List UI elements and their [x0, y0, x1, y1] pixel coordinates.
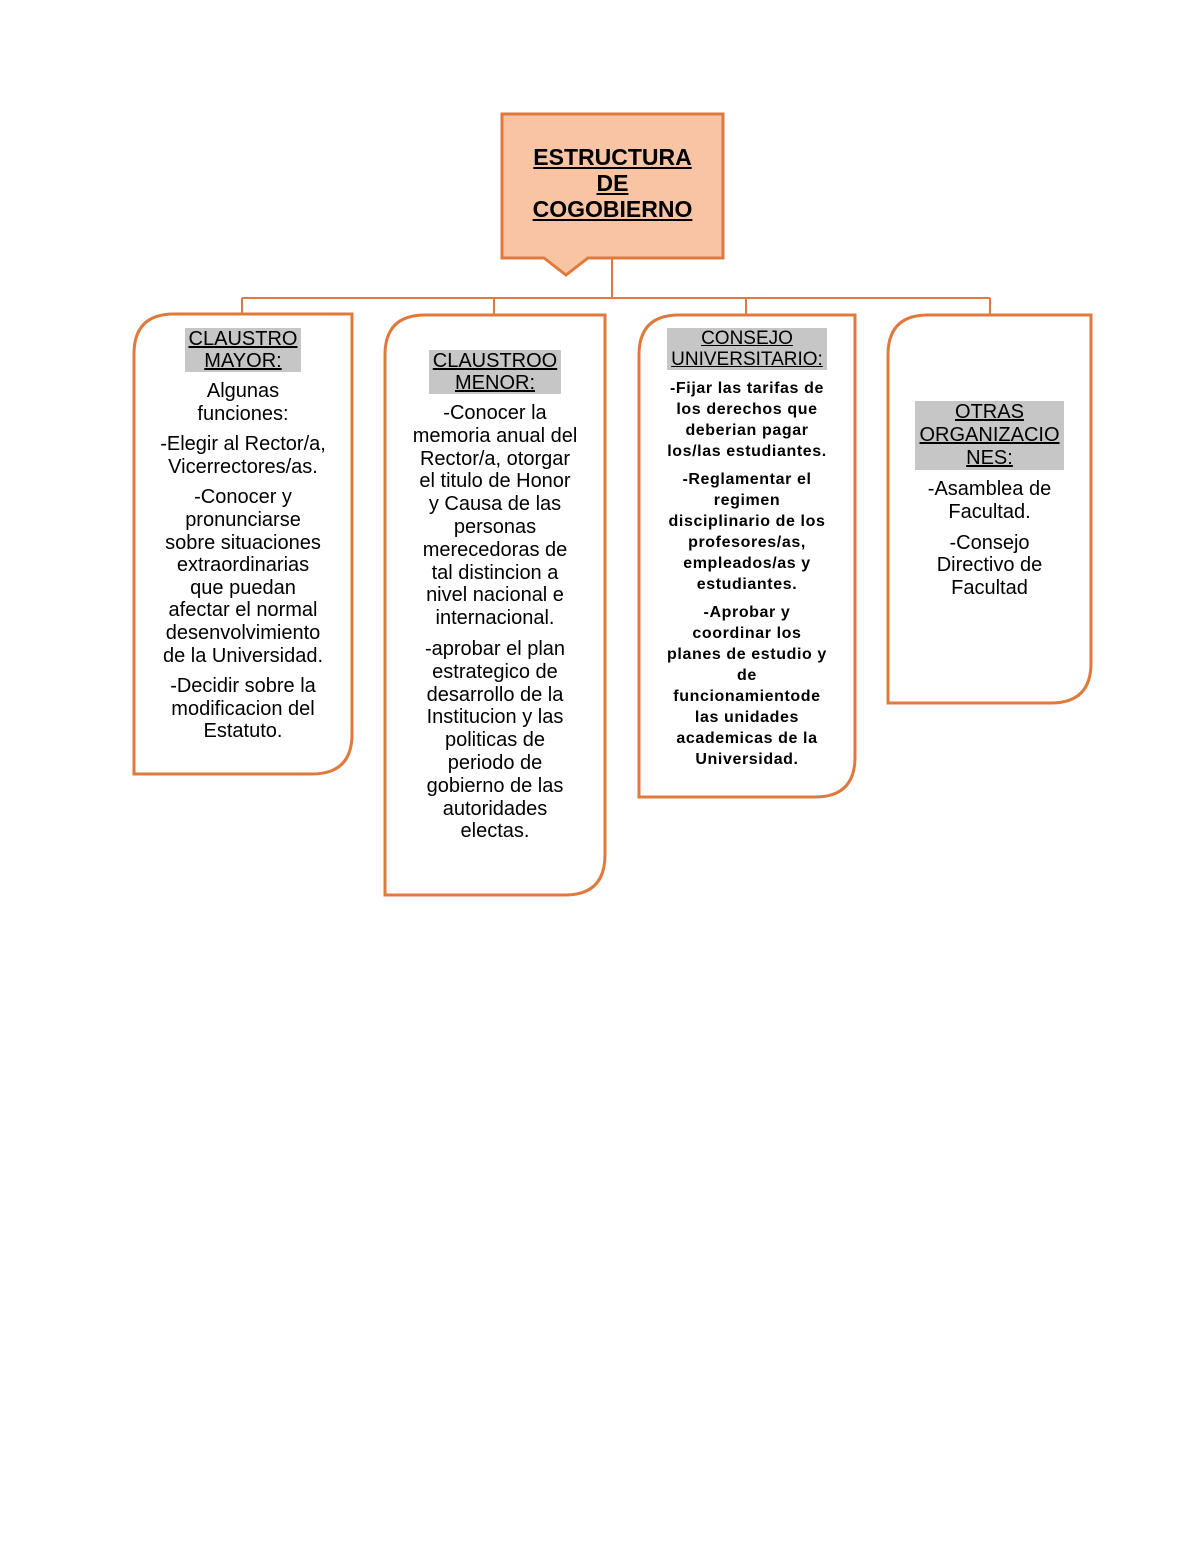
card-item: -Fijar las tarifas de los derechos que deberian pagar los/las estudiantes.: [667, 380, 827, 460]
card-item: -Conocer y pronunciarse sobre situaciones extraordinarias que puedan afectar el normal desenvolvimiento de la Universidad.: [162, 486, 324, 667]
card-item: -Aprobar y coordinar los planes de estudio y de funcionamientode las unidades academicas de la Universidad.: [667, 604, 827, 768]
card-item: -Elegir al Rector/a, Vicerrectores/as.: [160, 433, 326, 478]
diagram-title: ESTRUCTURA DE COGOBIERNO: [532, 144, 693, 222]
card-heading: CLAUSTRO MAYOR:: [185, 328, 302, 372]
card-claustro-mayor: [134, 314, 352, 774]
card-consejo-universitario: [639, 315, 855, 797]
card-item: Algunas funciones:: [197, 380, 289, 425]
card-item: -aprobar el plan estrategico de desarrollo de la Institucion y las politicas de periodo de gobierno de las autoridades electas.: [424, 637, 566, 843]
card-otras-organizaciones: [888, 315, 1091, 703]
card-body: [413, 394, 578, 843]
card-item: -Conocer la memoria anual del Rector/a, otorgar el titulo de Honor y Causa de las personas merecedoras de tal distincion a nivel nacional e internacional.: [412, 402, 578, 630]
title-box: [502, 114, 723, 258]
card-body: [160, 372, 326, 743]
card-item: -Decidir sobre la modificacion del Estatuto.: [170, 675, 316, 743]
card-item: -Reglamentar el regimen disciplinario de los profesores/as, empleados/as y estudiantes.: [668, 471, 826, 593]
card-heading: OTRAS ORGANIZACIO NES:: [915, 401, 1063, 470]
card-heading: CONSEJO UNIVERSITARIO:: [667, 328, 827, 370]
card-item: -Asamblea de Facultad.: [927, 478, 1052, 523]
card-body: [667, 370, 827, 770]
card-heading: CLAUSTROO MENOR:: [429, 350, 561, 394]
card-item: -Consejo Directivo de Facultad: [936, 531, 1043, 600]
card-claustro-menor: [385, 315, 605, 895]
card-body: [928, 470, 1051, 600]
